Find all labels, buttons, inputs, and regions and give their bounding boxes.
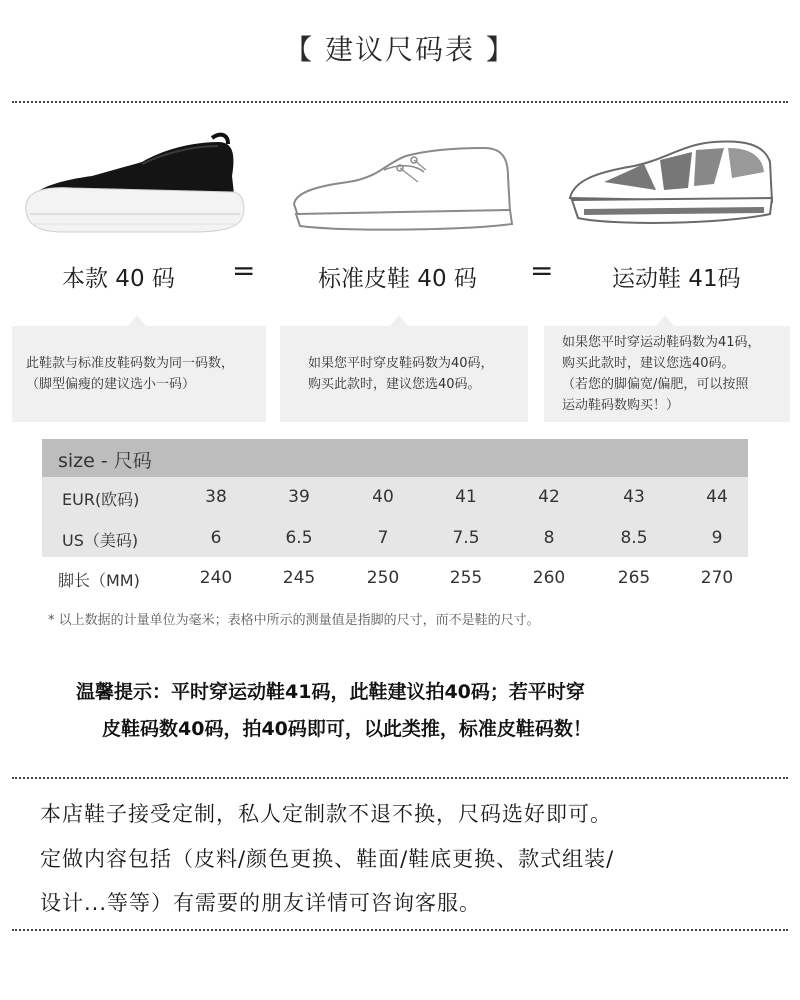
shoe-size-label-1: 本款 40 码 <box>62 266 175 292</box>
table-cell: 240 <box>199 568 233 588</box>
row-label-us: US（美码) <box>62 531 139 550</box>
row-label-foot-length: 脚长（MM) <box>58 571 140 590</box>
table-cell: 255 <box>449 568 483 588</box>
shoe-size-label-2: 标准皮鞋 40 码 <box>318 266 477 292</box>
tip-line-1: 温馨提示：平时穿运动鞋41码，此鞋建议拍40码；若平时穿 <box>76 681 585 703</box>
note3-line: 运动鞋码数购买！） <box>562 398 680 413</box>
table-cell: 44 <box>706 487 728 507</box>
note2-line: 如果您平时穿皮鞋码数为40码， <box>308 356 494 371</box>
policy-line-3: 设计...等等）有需要的朋友详情可咨询客服。 <box>40 891 482 915</box>
row-label-eur: EUR(欧码) <box>62 490 140 509</box>
note3-line: （若您的脚偏宽/偏肥，可以按照 <box>562 377 749 392</box>
table-cell: 265 <box>617 568 651 588</box>
equals-sign-1: = <box>232 254 256 287</box>
policy-line-1: 本店鞋子接受定制，私人定制款不退不换，尺码选好即可。 <box>40 802 612 826</box>
table-cell: 38 <box>205 487 227 507</box>
equals-sign-2: = <box>530 254 554 287</box>
table-cell: 8.5 <box>620 528 648 548</box>
table-cell: 245 <box>282 568 316 588</box>
table-cell: 42 <box>538 487 560 507</box>
table-cell: 39 <box>288 487 310 507</box>
table-cell: 41 <box>455 487 477 507</box>
size-table-title: size - 尺码 <box>58 450 152 472</box>
table-cell: 43 <box>623 487 645 507</box>
bottom-divider <box>12 929 788 931</box>
shoe-size-label-3: 运动鞋 41码 <box>612 266 741 292</box>
table-cell: 6 <box>210 528 222 548</box>
table-cell: 40 <box>372 487 394 507</box>
table-cell: 9 <box>711 528 723 548</box>
table-cell: 7.5 <box>452 528 480 548</box>
note1-line: 此鞋款与标准皮鞋码数为同一码数， <box>26 356 235 371</box>
note3-line: 如果您平时穿运动鞋码数为41码， <box>562 335 761 350</box>
note3-line: 购买此款时，建议您选40码。 <box>562 356 735 371</box>
table-cell: 250 <box>366 568 400 588</box>
page-title: 【 建议尺码表 】 <box>284 33 516 66</box>
tip-line-2: 皮鞋码数40码，拍40码即可，以此类推，标准皮鞋码数！ <box>102 718 592 740</box>
policy-line-2: 定做内容包括（皮料/颜色更换、鞋面/鞋底更换、款式组装/ <box>40 847 615 871</box>
table-cell: 260 <box>532 568 566 588</box>
measurement-footnote: * 以上数据的计量单位为毫米；表格中所示的测量值是指脚的尺寸，而不是鞋的尺寸。 <box>48 613 540 628</box>
table-cell: 270 <box>700 568 734 588</box>
table-cell: 7 <box>377 528 389 548</box>
note2-line: 购买此款时，建议您选40码。 <box>308 377 481 392</box>
middle-divider <box>12 777 788 779</box>
table-cell: 6.5 <box>285 528 313 548</box>
table-cell: 8 <box>543 528 555 548</box>
note1-line: （脚型偏瘦的建议选小一码） <box>26 377 196 392</box>
